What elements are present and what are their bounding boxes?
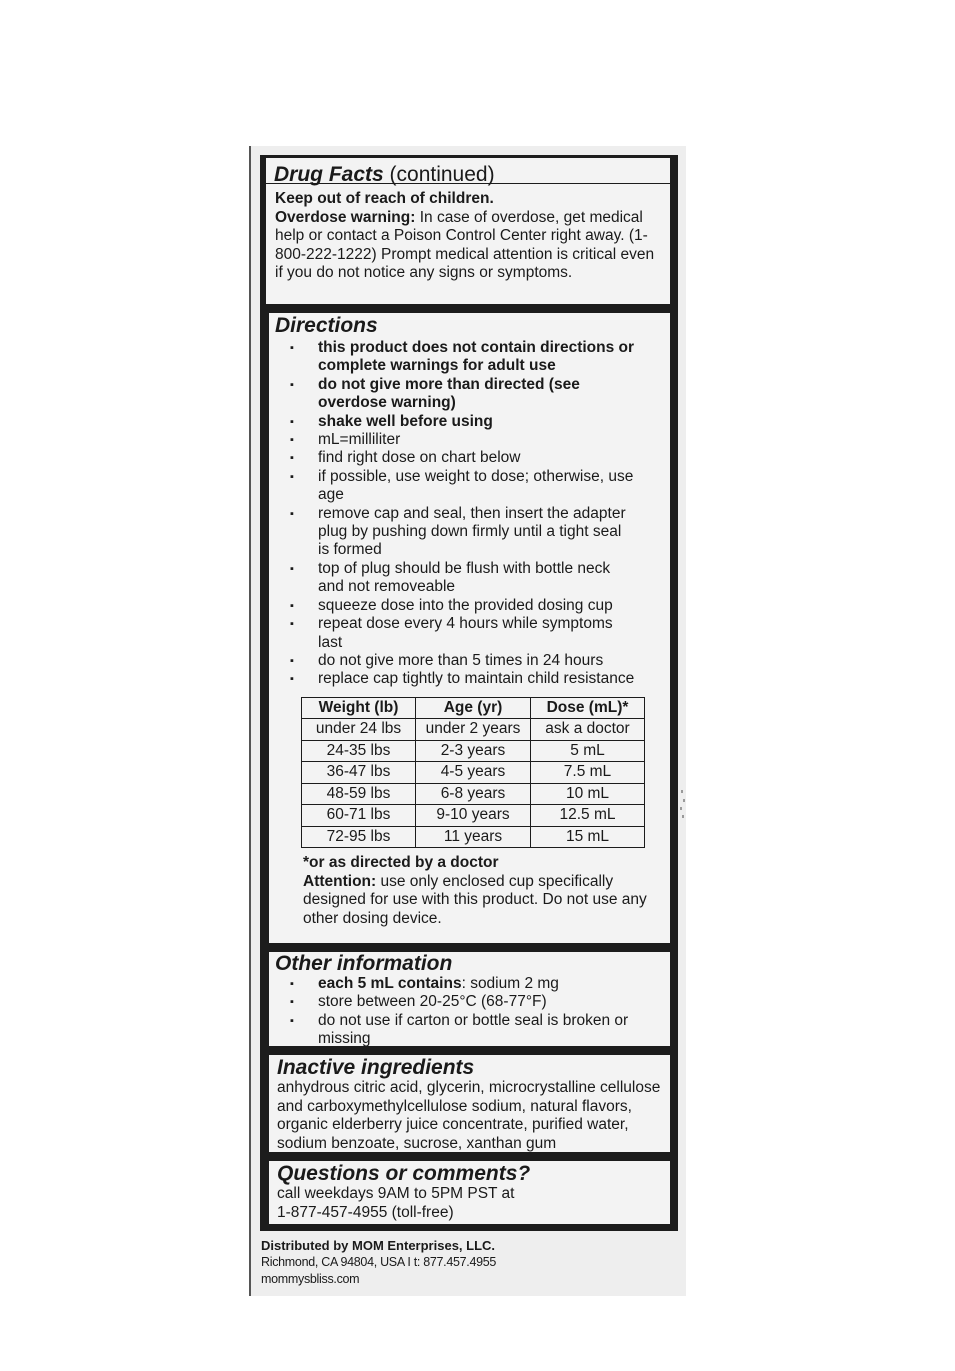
table-cell: 24-35 lbs — [302, 740, 416, 762]
directions-title: Directions — [275, 314, 378, 337]
directions-item: ▪ repeat dose every 4 hours while symptoms last — [275, 615, 635, 652]
directions-list — [275, 339, 635, 689]
attention-label: Attention: — [303, 872, 377, 890]
directions-item: ▪ do not give more than 5 times in 24 hours — [275, 652, 635, 670]
distributor-website: mommysbliss.com — [261, 1272, 360, 1286]
other-information-list — [275, 975, 635, 1049]
dosing-table-header: Age (yr) — [416, 697, 531, 719]
directions-item: ▪ shake well before using — [275, 413, 635, 431]
questions-phone: 1-877-457-4955 (toll-free) — [277, 1203, 454, 1221]
table-row — [302, 740, 645, 762]
inactive-ingredients-title: Inactive ingredients — [277, 1056, 475, 1079]
table-row — [302, 762, 645, 784]
drug-facts-box — [266, 158, 670, 304]
table-cell: 10 mL — [531, 783, 645, 805]
drug-facts-panel — [260, 155, 678, 1231]
table-cell: under 2 years — [416, 719, 531, 741]
overdose-label: Overdose warning: — [275, 208, 416, 226]
table-row — [302, 783, 645, 805]
dosing-table-header-row — [302, 697, 645, 719]
overdose-warning — [275, 209, 655, 283]
directions-item: ▪ this product does not contain directions or complete warnings for adult use — [275, 339, 635, 376]
dosing-table-header: Weight (lb) — [302, 697, 416, 719]
directions-item: ▪ replace cap tightly to maintain child resistance — [275, 670, 635, 688]
distributor-footer — [261, 1237, 496, 1288]
inactive-ingredients-text: anhydrous citric acid, glycerin, microcrystalline cellulose and carboxymethylcellulose sodium, natural flavors, organic elderberry juice concentrate, purified water, sodium benzoate, sucrose, xanthan gum — [277, 1079, 661, 1152]
dosing-table — [301, 697, 645, 849]
attention-text: use only enclosed cup specifically designed for use with this product. Do not use any other dosing device. — [303, 872, 647, 927]
directions-item: ▪ if possible, use weight to dose; otherwise, use age — [275, 468, 635, 505]
table-row — [302, 719, 645, 741]
table-cell: 15 mL — [531, 826, 645, 848]
directions-item: ▪ top of plug should be flush with bottle neck and not removeable — [275, 560, 635, 597]
table-cell: 6-8 years — [416, 783, 531, 805]
overdose-text: In case of overdose, get medical help or contact a Poison Control Center right away. (1-800-222-1222) Prompt medical attention is critical even if you do not notice any signs or symptoms. — [275, 208, 655, 281]
inactive-ingredients-box — [269, 1055, 670, 1152]
keep-out-warning: Keep out of reach of children. — [275, 190, 494, 207]
attention-note — [303, 873, 653, 929]
table-cell: 9-10 years — [416, 805, 531, 827]
dosing-table-header: Dose (mL)* — [531, 697, 645, 719]
questions-hours: call weekdays 9AM to 5PM PST at — [277, 1185, 515, 1202]
table-row — [302, 805, 645, 827]
drug-facts-title: Drug Facts (continued) — [274, 163, 495, 186]
drug-facts-title-suffix: (continued) — [389, 163, 495, 186]
dosing-footnote: *or as directed by a doctor — [303, 854, 499, 872]
table-cell: 60-71 lbs — [302, 805, 416, 827]
directions-box — [269, 313, 670, 943]
table-cell: 5 mL — [531, 740, 645, 762]
table-cell: 11 years — [416, 826, 531, 848]
table-cell: 72-95 lbs — [302, 826, 416, 848]
directions-item: ▪ mL=milliliter — [275, 431, 635, 449]
directions-item: ▪ find right dose on chart below — [275, 449, 635, 467]
distributor-address: Richmond, CA 94804, USA I t: 877.457.4955 — [261, 1255, 497, 1269]
table-cell: 48-59 lbs — [302, 783, 416, 805]
list-item: ▪ each 5 mL contains: sodium 2 mg — [275, 975, 635, 993]
directions-item: ▪ remove cap and seal, then insert the adapter plug by pushing down firmly until a tight seal is formed — [275, 505, 635, 560]
table-cell: 36-47 lbs — [302, 762, 416, 784]
directions-item: ▪ squeeze dose into the provided dosing cup — [275, 597, 635, 615]
table-row — [302, 826, 645, 848]
other-information-box — [269, 952, 670, 1046]
table-cell: 12.5 mL — [531, 805, 645, 827]
list-item: ▪ store between 20-25°C (68-77°F) — [275, 993, 635, 1011]
table-cell: 2-3 years — [416, 740, 531, 762]
other-information-title: Other information — [275, 952, 453, 975]
questions-title: Questions or comments? — [277, 1162, 531, 1185]
list-item: ▪ do not use if carton or bottle seal is broken or missing — [275, 1012, 635, 1049]
questions-box — [269, 1161, 670, 1224]
table-cell: ask a doctor — [531, 719, 645, 741]
distributor-name: Distributed by MOM Enterprises, LLC. — [261, 1238, 496, 1253]
table-cell: under 24 lbs — [302, 719, 416, 741]
table-cell: 4-5 years — [416, 762, 531, 784]
scan-specks — [680, 790, 686, 820]
table-cell: 7.5 mL — [531, 762, 645, 784]
directions-item: ▪ do not give more than directed (see overdose warning) — [275, 376, 635, 413]
